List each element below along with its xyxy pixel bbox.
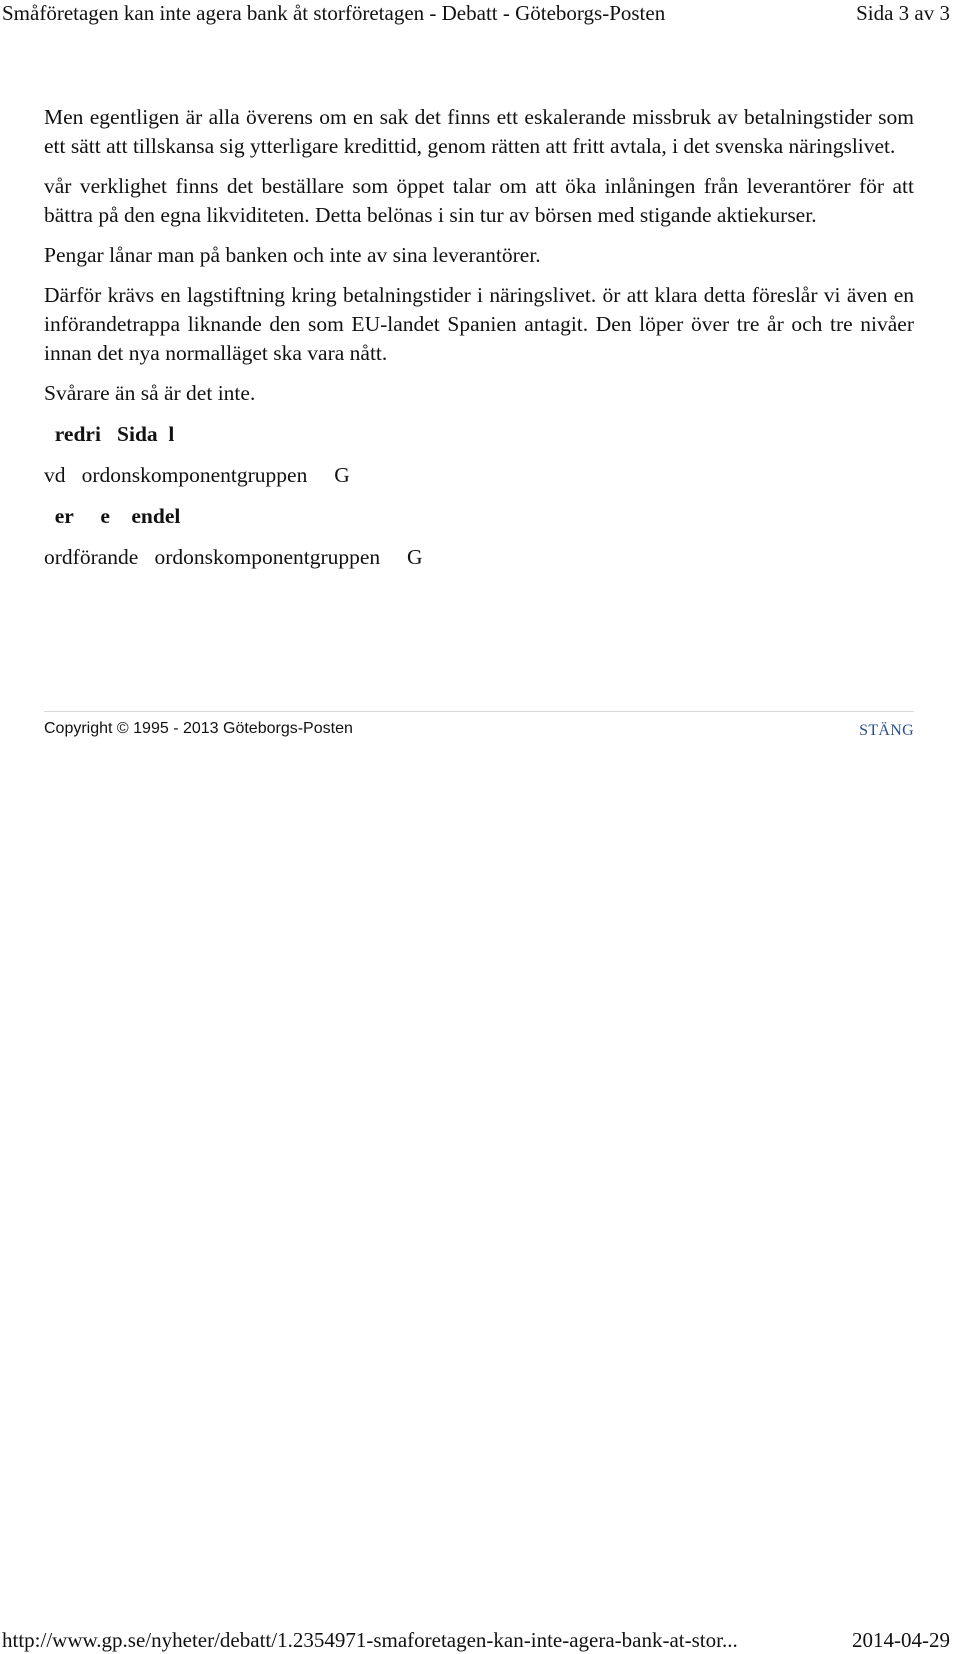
print-date: 2014-04-29 bbox=[852, 1628, 950, 1652]
author-title: ordförande ordonskomponentgruppen G bbox=[44, 545, 423, 569]
author-name: er e endel bbox=[44, 504, 181, 528]
article-paragraph: Därför krävs en lagstiftning kring betalningstider i näringslivet. ör att klara detta föreslår vi även en införandetrappa liknande den som EU-landet Spanien antagit. Den löper över tre år och tre nivåer innan det nya normalläget ska vara nått. bbox=[44, 283, 914, 365]
close-link[interactable]: STÄNG bbox=[859, 722, 914, 739]
author-title: vd ordonskomponentgruppen G bbox=[44, 463, 350, 487]
page-indicator: Sida 3 av 3 bbox=[856, 1, 950, 25]
document-title: Småföretagen kan inte agera bank åt storföretagen - Debatt - Göteborgs-Posten bbox=[2, 1, 666, 25]
article-body bbox=[44, 103, 914, 583]
article-paragraph: Men egentligen är alla överens om en sak det finns ett eskalerande missbruk av betalningstider som ett sätt att tillskansa sig ytterligare kredittid, genom rätten att fritt avtala, i det svenska näringslivet. bbox=[44, 105, 914, 158]
article-paragraph: Pengar lånar man på banken och inte av sina leverantörer. bbox=[44, 243, 541, 267]
page-url: http://www.gp.se/nyheter/debatt/1.2354971-smaforetagen-kan-inte-agera-bank-at-stor... bbox=[2, 1628, 738, 1652]
site-footer bbox=[44, 711, 914, 752]
article-paragraph: vår verklighet finns det beställare som öppet talar om att öka inlåningen från leverantörer för att bättra på den egna likviditeten. Detta belönas i sin tur av börsen med stigande aktiekurser. bbox=[44, 174, 914, 227]
copyright-notice: Copyright © 1995 - 2013 Göteborgs-Posten bbox=[44, 720, 353, 737]
print-footer bbox=[2, 1626, 950, 1654]
author-name: redri Sida l bbox=[44, 422, 175, 446]
print-header bbox=[2, 0, 950, 26]
article-paragraph: Svårare än så är det inte. bbox=[44, 381, 256, 405]
